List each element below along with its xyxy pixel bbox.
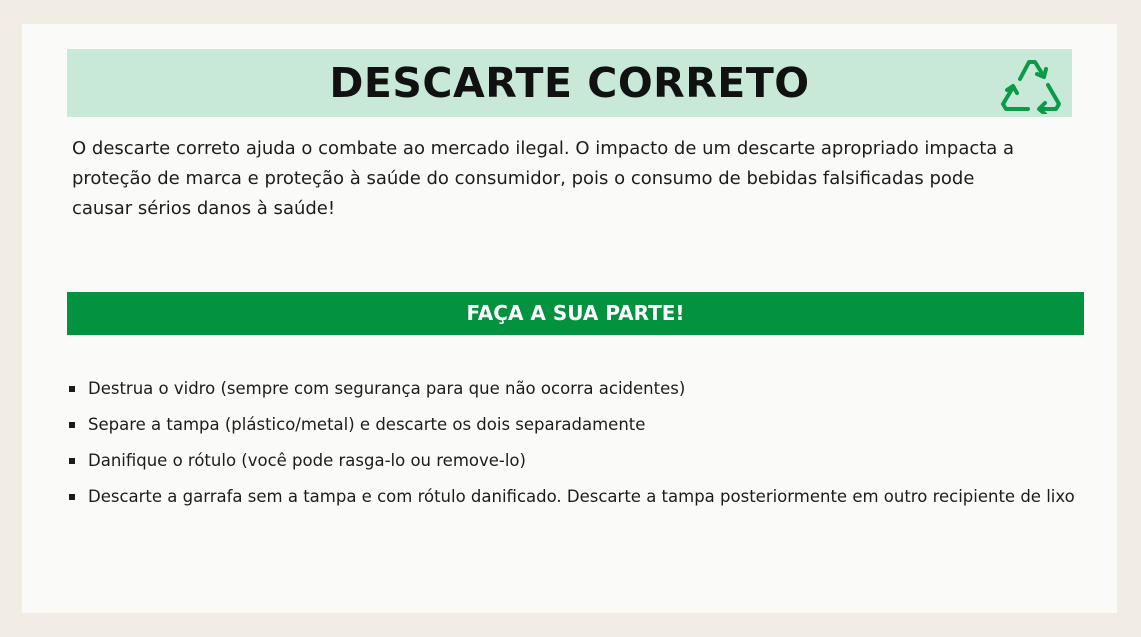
step-text: Danifique o rótulo (você pode rasga-lo ou remove-lo) xyxy=(88,451,526,470)
steps-list xyxy=(67,376,1077,520)
step-text: Descarte a garrafa sem a tampa e com rótulo danificado. Descarte a tampa posteriormente em outro recipiente de lixo xyxy=(88,487,1075,506)
list-item xyxy=(67,412,1077,438)
list-item xyxy=(67,448,1077,474)
step-text: Separe a tampa (plástico/metal) e descarte os dois separadamente xyxy=(88,415,646,434)
cta-banner: FAÇA A SUA PARTE! xyxy=(67,292,1084,335)
step-text: Destrua o vidro (sempre com segurança para que não ocorra acidentes) xyxy=(88,379,686,398)
list-item xyxy=(67,484,1077,510)
bullet-icon xyxy=(69,386,75,392)
page-title: DESCARTE CORRETO xyxy=(329,59,810,107)
list-item xyxy=(67,376,1077,402)
recycle-icon xyxy=(998,52,1064,114)
bullet-icon xyxy=(69,422,75,428)
bullet-icon xyxy=(69,494,75,500)
title-band xyxy=(67,49,1072,117)
intro-paragraph: O descarte correto ajuda o combate ao mercado ilegal. O impacto de um descarte apropriado impacta a proteção de marca e proteção à saúde do consumidor, pois o consumo de bebidas falsificadas pode causar sérios danos à saúde! xyxy=(72,138,1015,219)
bullet-icon xyxy=(69,458,75,464)
slide xyxy=(22,24,1117,613)
